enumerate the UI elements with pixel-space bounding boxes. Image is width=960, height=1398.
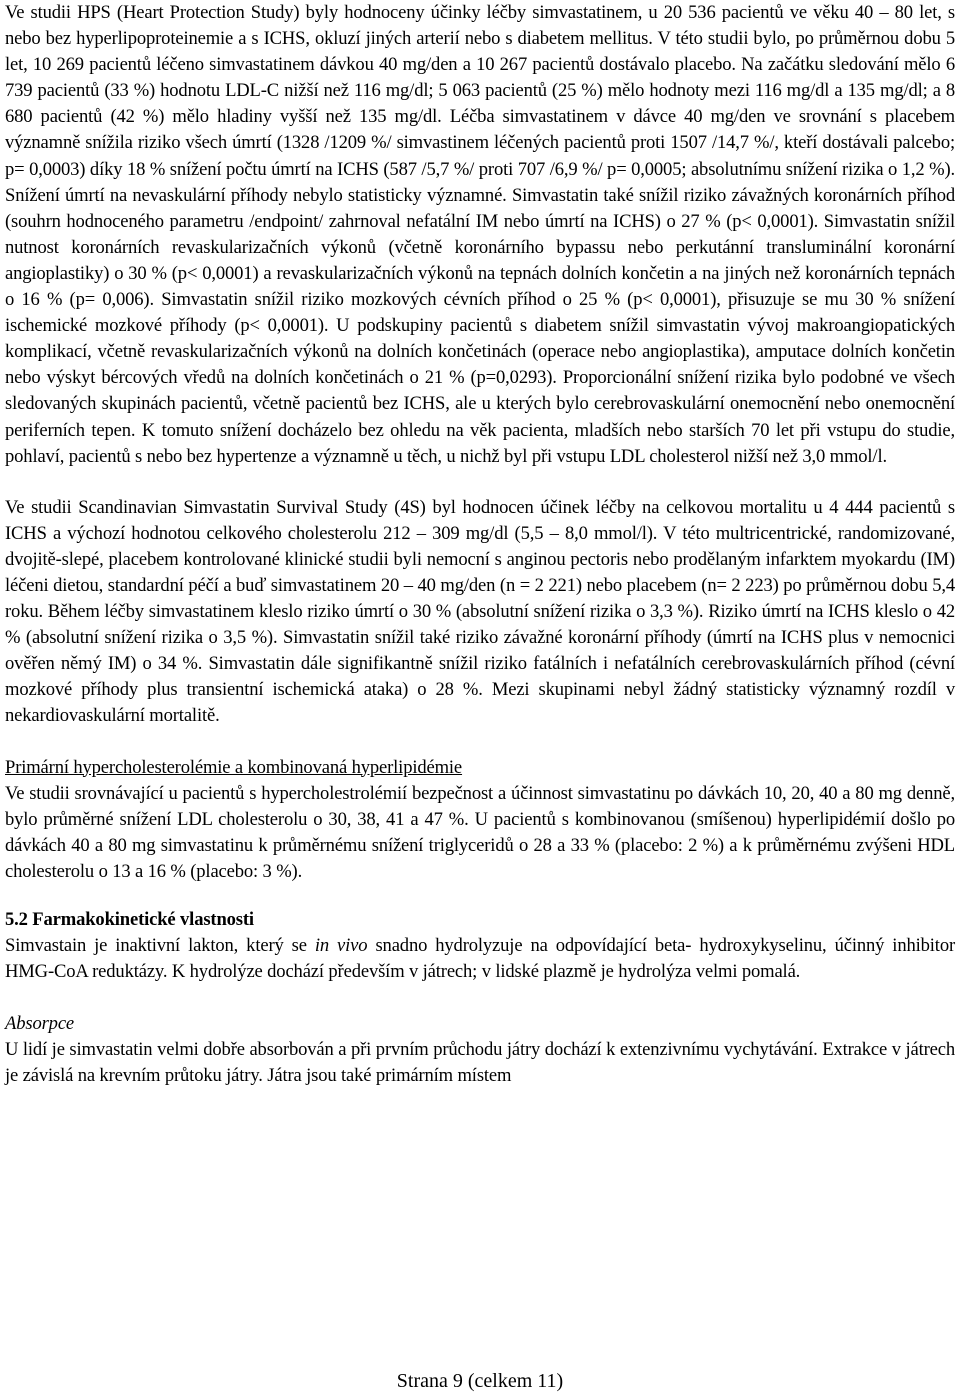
paragraph-absorption: U lidí je simvastatin velmi dobře absorbován a při prvním průchodu játry dochází k extenzivnímu vychytávání. Extrakce v játrech je závislá na krevním průtoku játry. Játra jsou také primárním místem [5,1039,955,1087]
paragraph-pharmacokinetics-part1: Simvastain je inaktivní lakton, který se [5,935,315,957]
in-vivo-term: in vivo [314,935,368,957]
document-page [5,0,955,1090]
paragraph-pharmacokinetics-part2: snadno hydrolyzuje na odpovídající beta- hydroxykyselinu, účinný inhibitor HMG-CoA reduktázy. K hydrolýze dochází především v játrech; v lidské plazmě je hydrolýza velmi pomalá. [5,935,956,983]
paragraph-hypercholesterolemia: Ve studii srovnávající u pacientů s hypercholestrolémií bezpečnost a účinnost simvastatinu po dávkách 10, 20, 40 a 80 mg denně, bylo průměrné snížení LDL cholesterolu o 30, 38, 41 a 47 %. U pacientů s kombinovanou (smíšenou) hyperlipidémií došlo po dávkách 40 a 80 mg simvastatinu k průměrnému snížení triglyceridů o 28 a 33 % (placebo: 2 %) a k průměrnému zvýšeni HDL cholesterolu o 13 a 16 % (placebo: 3 %). [5,782,955,882]
section-heading-absorption: Absorpce [5,1013,75,1035]
page-number-footer: Strana 9 (celkem 11) [396,1370,564,1392]
section-heading-hypercholesterolemia: Primární hypercholesterolémie a kombinovaná hyperlipidémie [5,756,463,778]
paragraph-hps-study: Ve studii HPS (Heart Protection Study) byly hodnoceny účinky léčby simvastatinem, u 20 536 pacientů ve věku 40 – 80 let, s nebo bez hyperlipoproteinemie a s ICHS, okluzí jiných arterií nebo s diabetem mellitus. V této studii bylo, po průměrnou dobu 5 let, 10 269 pacientů léčeno simvastatinem dávkou 40 mg/den a 10 267 pacientů dostávalo placebo. Na začátku sledování mělo 6 739 pacientů (33 %) hodnotu LDL-C nižší než 116 mg/dl; 5 063 pacientů (25 %) mělo hodnoty mezi 116 mg/dl a 135 mg/dl; a 8 680 pacientů (42 %) mělo hladiny vyšší než 135 mg/dl. Léčba simvastatinem v dávce 40 mg/den ve srovnání s placebem významně snížila riziko všech úmrtí (1328 /1209 %/ simvastinem léčených pacientů proti 1507 /14,7 %/, kteří dostávali palcebo; p= 0,0003) díky 18 % snížení počtu úmrtí na ICHS (587 /5,7 %/ proti 707 /6,9 %/ p= 0,0005; absolutnímu snížení rizika o 1,2 %). Snížení úmrtí na nevaskulární příhody nebylo statisticky významné. Simvastatin také snížil riziko závažných koronárních příhod (souhrn hodnoceného parametru /endpoint/ zahrnoval nefatální IM nebo úmrtí na ICHS) o 27 % (p< 0,0001). Simvastatin snížil nutnost koronárních revaskularizačních výkonů (včetně koronárního bypassu nebo perkutánní transluminální koronární angioplastiky) o 30 % (p< 0,0001) a revaskularizačních výkonů na tepnách dolních končetin a na jiných než koronárních tepnách o 16 % (p= 0,006). Simvastatin snížil riziko mozkových cévních příhod o 25 % (p< 0,0001), přisuzuje se mu 30 % snížení ischemické mozkové příhody (p< 0,0001). U podskupiny pacientů s diabetem snížil simvastatin vývoj makroangiopatických komplikací, včetně revaskularizačních výkonů na dolních končetinách (operace nebo angioplastika), amputace dolních končetin nebo výskyt bércových vředů na dolních končetinách o 21 % (p=0,0293). Proporcionální snížení rizika bylo podobné ve všech sledovaných skupinách pacientů, včetně pacientů bez ICHS, ale u kterých bylo cerebrovaskulární onemocnění nebo onemocnění periferních tepen. K tomuto snížení docházelo bez ohledu na věk pacienta, mladších nebo starších 70 let při vstupu do studie, pohlaví, pacientů s nebo bez hypertenze a významně u těch, u nichž byl při vstupu LDL cholesterol nižší než 3,0 mmol/l. [5,2,955,467]
paragraph-4s-study: Ve studii Scandinavian Simvastatin Survival Study (4S) byl hodnocen účinek léčby na celkovou mortalitu u 4 444 pacientů s ICHS a výchozí hodnotou celkového cholesterolu 212 – 309 mg/dl (5,5 – 8,0 mmol/l). V této multricentrické, randomizované, dvojitě-slepé, placebem kontrolované klinické studii byli nemocní s anginou pectoris nebo prodělaným infarktem myokardu (IM) léčeni dietou, standardní péčí a buď simvastatinem 20 – 40 mg/den (n = 2 221) nebo placebem (n= 2 223) po průměrnou dobu 5,4 roku. Během léčby simvastatinem kleslo riziko úmrtí o 30 % (absolutní snížení rizika o 3,3 %). Riziko úmrtí na ICHS kleslo o 42 % (absolutní snížení rizika o 3,5 %). Simvastatin snížil také riziko závažné koronární příhody (úmrtí na ICHS plus v nemocnici ověřen němý IM) o 34 %. Simvastatin dále signifikantně snížil riziko fatálních i nefatálních cerebrovaskulárních příhod (cévní mozkové příhody plus transientní ischemická ataka) o 28 %. Mezi skupinami nebyl žádný statisticky významný rozdíl v nekardiovaskulární mortalitě. [5,496,955,727]
section-heading-pharmacokinetics: 5.2 Farmakokinetické vlastnosti [5,909,254,930]
paragraph-pharmacokinetics [5,933,955,985]
